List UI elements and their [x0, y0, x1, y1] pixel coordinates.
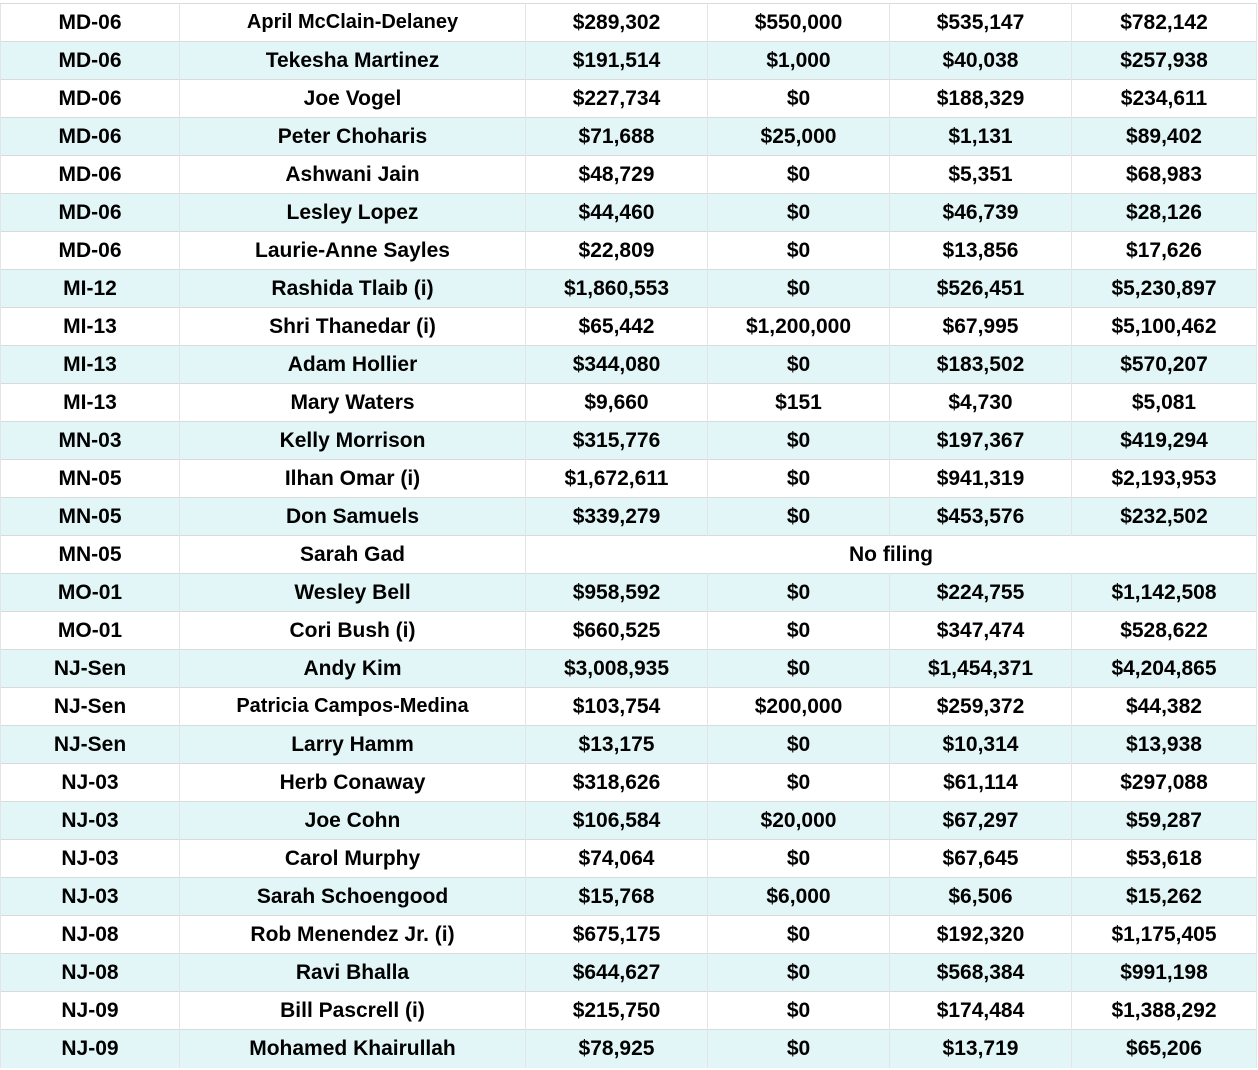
candidate-cell: Mohamed Khairullah	[180, 1030, 526, 1068]
district-cell: MO-01	[1, 574, 180, 612]
district-cell: NJ-09	[1, 992, 180, 1030]
district-cell: NJ-08	[1, 954, 180, 992]
spent-cell: $453,576	[890, 498, 1072, 536]
loans-cell: $0	[708, 1030, 890, 1068]
candidate-cell: April McClain-Delaney	[180, 4, 526, 42]
raised-cell: $289,302	[526, 4, 708, 42]
spent-cell: $941,319	[890, 460, 1072, 498]
candidate-cell: Shri Thanedar (i)	[180, 308, 526, 346]
candidate-cell: Joe Cohn	[180, 802, 526, 840]
raised-cell: $3,008,935	[526, 650, 708, 688]
district-cell: MN-05	[1, 460, 180, 498]
loans-cell: $0	[708, 764, 890, 802]
raised-cell: $344,080	[526, 346, 708, 384]
district-cell: NJ-Sen	[1, 650, 180, 688]
table-row	[1, 308, 1257, 346]
cash-cell: $782,142	[1072, 4, 1257, 42]
district-cell: MI-13	[1, 308, 180, 346]
table-row	[1, 422, 1257, 460]
table-row	[1, 650, 1257, 688]
district-cell: MI-13	[1, 346, 180, 384]
table-row	[1, 992, 1257, 1030]
candidate-cell: Patricia Campos-Medina	[180, 688, 526, 726]
raised-cell: $78,925	[526, 1030, 708, 1068]
district-cell: MD-06	[1, 118, 180, 156]
cash-cell: $1,388,292	[1072, 992, 1257, 1030]
raised-cell: $13,175	[526, 726, 708, 764]
cash-cell: $2,193,953	[1072, 460, 1257, 498]
raised-cell: $106,584	[526, 802, 708, 840]
table-row	[1, 688, 1257, 726]
candidate-cell: Don Samuels	[180, 498, 526, 536]
loans-cell: $0	[708, 232, 890, 270]
cash-cell: $5,081	[1072, 384, 1257, 422]
spent-cell: $347,474	[890, 612, 1072, 650]
cash-cell: $59,287	[1072, 802, 1257, 840]
table-row	[1, 916, 1257, 954]
loans-cell: $0	[708, 346, 890, 384]
loans-cell: $25,000	[708, 118, 890, 156]
cash-cell: $89,402	[1072, 118, 1257, 156]
loans-cell: $0	[708, 422, 890, 460]
cash-cell: $257,938	[1072, 42, 1257, 80]
loans-cell: $0	[708, 840, 890, 878]
raised-cell: $9,660	[526, 384, 708, 422]
cash-cell: $5,230,897	[1072, 270, 1257, 308]
district-cell: NJ-Sen	[1, 688, 180, 726]
fundraising-table	[0, 3, 1257, 1068]
candidate-cell: Sarah Schoengood	[180, 878, 526, 916]
district-cell: MD-06	[1, 4, 180, 42]
spent-cell: $5,351	[890, 156, 1072, 194]
spent-cell: $192,320	[890, 916, 1072, 954]
raised-cell: $44,460	[526, 194, 708, 232]
loans-cell: $0	[708, 650, 890, 688]
district-cell: NJ-09	[1, 1030, 180, 1068]
cash-cell: $232,502	[1072, 498, 1257, 536]
district-cell: MO-01	[1, 612, 180, 650]
candidate-cell: Ashwani Jain	[180, 156, 526, 194]
raised-cell: $22,809	[526, 232, 708, 270]
candidate-cell: Ravi Bhalla	[180, 954, 526, 992]
table-row	[1, 232, 1257, 270]
raised-cell: $318,626	[526, 764, 708, 802]
loans-cell: $151	[708, 384, 890, 422]
candidate-cell: Lesley Lopez	[180, 194, 526, 232]
table-row	[1, 346, 1257, 384]
spent-cell: $46,739	[890, 194, 1072, 232]
spent-cell: $188,329	[890, 80, 1072, 118]
candidate-cell: Cori Bush (i)	[180, 612, 526, 650]
cash-cell: $13,938	[1072, 726, 1257, 764]
cash-cell: $5,100,462	[1072, 308, 1257, 346]
spent-cell: $67,297	[890, 802, 1072, 840]
raised-cell: $958,592	[526, 574, 708, 612]
raised-cell: $71,688	[526, 118, 708, 156]
table-row	[1, 460, 1257, 498]
district-cell: MI-13	[1, 384, 180, 422]
loans-cell: $1,200,000	[708, 308, 890, 346]
table-row	[1, 612, 1257, 650]
loans-cell: $0	[708, 612, 890, 650]
raised-cell: $675,175	[526, 916, 708, 954]
cash-cell: $17,626	[1072, 232, 1257, 270]
candidate-cell: Laurie-Anne Sayles	[180, 232, 526, 270]
spent-cell: $197,367	[890, 422, 1072, 460]
candidate-cell: Peter Choharis	[180, 118, 526, 156]
cash-cell: $53,618	[1072, 840, 1257, 878]
table-row	[1, 536, 1257, 574]
spent-cell: $526,451	[890, 270, 1072, 308]
table-row	[1, 384, 1257, 422]
spent-cell: $1,131	[890, 118, 1072, 156]
no-filing-cell: No filing	[526, 536, 1257, 574]
table-row	[1, 156, 1257, 194]
loans-cell: $0	[708, 498, 890, 536]
table-row	[1, 726, 1257, 764]
district-cell: NJ-Sen	[1, 726, 180, 764]
loans-cell: $1,000	[708, 42, 890, 80]
candidate-cell: Herb Conaway	[180, 764, 526, 802]
spent-cell: $10,314	[890, 726, 1072, 764]
district-cell: NJ-08	[1, 916, 180, 954]
candidate-cell: Sarah Gad	[180, 536, 526, 574]
cash-cell: $1,175,405	[1072, 916, 1257, 954]
spent-cell: $13,856	[890, 232, 1072, 270]
district-cell: MN-05	[1, 498, 180, 536]
raised-cell: $644,627	[526, 954, 708, 992]
candidate-cell: Rashida Tlaib (i)	[180, 270, 526, 308]
table-row	[1, 4, 1257, 42]
cash-cell: $65,206	[1072, 1030, 1257, 1068]
candidate-cell: Wesley Bell	[180, 574, 526, 612]
table-row	[1, 764, 1257, 802]
loans-cell: $0	[708, 916, 890, 954]
spent-cell: $568,384	[890, 954, 1072, 992]
raised-cell: $74,064	[526, 840, 708, 878]
loans-cell: $200,000	[708, 688, 890, 726]
raised-cell: $103,754	[526, 688, 708, 726]
district-cell: MD-06	[1, 42, 180, 80]
cash-cell: $44,382	[1072, 688, 1257, 726]
candidate-cell: Larry Hamm	[180, 726, 526, 764]
loans-cell: $0	[708, 992, 890, 1030]
table-row	[1, 802, 1257, 840]
table-row	[1, 1030, 1257, 1068]
table-row	[1, 878, 1257, 916]
spent-cell: $4,730	[890, 384, 1072, 422]
candidate-cell: Mary Waters	[180, 384, 526, 422]
cash-cell: $991,198	[1072, 954, 1257, 992]
cash-cell: $68,983	[1072, 156, 1257, 194]
spent-cell: $61,114	[890, 764, 1072, 802]
loans-cell: $0	[708, 726, 890, 764]
loans-cell: $0	[708, 80, 890, 118]
loans-cell: $0	[708, 460, 890, 498]
cash-cell: $15,262	[1072, 878, 1257, 916]
table-row	[1, 118, 1257, 156]
candidate-cell: Joe Vogel	[180, 80, 526, 118]
spent-cell: $67,645	[890, 840, 1072, 878]
district-cell: MN-03	[1, 422, 180, 460]
candidate-cell: Bill Pascrell (i)	[180, 992, 526, 1030]
candidate-cell: Carol Murphy	[180, 840, 526, 878]
candidate-cell: Andy Kim	[180, 650, 526, 688]
raised-cell: $48,729	[526, 156, 708, 194]
candidate-cell: Tekesha Martinez	[180, 42, 526, 80]
spent-cell: $535,147	[890, 4, 1072, 42]
district-cell: MD-06	[1, 80, 180, 118]
raised-cell: $15,768	[526, 878, 708, 916]
raised-cell: $191,514	[526, 42, 708, 80]
district-cell: MN-05	[1, 536, 180, 574]
spent-cell: $224,755	[890, 574, 1072, 612]
candidate-cell: Adam Hollier	[180, 346, 526, 384]
cash-cell: $297,088	[1072, 764, 1257, 802]
cash-cell: $419,294	[1072, 422, 1257, 460]
raised-cell: $1,672,611	[526, 460, 708, 498]
spent-cell: $13,719	[890, 1030, 1072, 1068]
district-cell: MI-12	[1, 270, 180, 308]
cash-cell: $4,204,865	[1072, 650, 1257, 688]
table-row	[1, 498, 1257, 536]
loans-cell: $0	[708, 954, 890, 992]
loans-cell: $6,000	[708, 878, 890, 916]
loans-cell: $550,000	[708, 4, 890, 42]
district-cell: MD-06	[1, 232, 180, 270]
raised-cell: $65,442	[526, 308, 708, 346]
spent-cell: $67,995	[890, 308, 1072, 346]
cash-cell: $234,611	[1072, 80, 1257, 118]
table-row	[1, 80, 1257, 118]
table-body	[1, 4, 1257, 1068]
candidate-cell: Rob Menendez Jr. (i)	[180, 916, 526, 954]
table-row	[1, 574, 1257, 612]
raised-cell: $660,525	[526, 612, 708, 650]
raised-cell: $227,734	[526, 80, 708, 118]
loans-cell: $0	[708, 270, 890, 308]
spent-cell: $174,484	[890, 992, 1072, 1030]
raised-cell: $215,750	[526, 992, 708, 1030]
district-cell: MD-06	[1, 194, 180, 232]
table-row	[1, 840, 1257, 878]
district-cell: NJ-03	[1, 878, 180, 916]
table-row	[1, 270, 1257, 308]
table-row	[1, 42, 1257, 80]
district-cell: NJ-03	[1, 840, 180, 878]
loans-cell: $0	[708, 194, 890, 232]
candidate-cell: Kelly Morrison	[180, 422, 526, 460]
cash-cell: $528,622	[1072, 612, 1257, 650]
district-cell: MD-06	[1, 156, 180, 194]
spent-cell: $183,502	[890, 346, 1072, 384]
loans-cell: $0	[708, 156, 890, 194]
raised-cell: $315,776	[526, 422, 708, 460]
district-cell: NJ-03	[1, 764, 180, 802]
cash-cell: $1,142,508	[1072, 574, 1257, 612]
raised-cell: $339,279	[526, 498, 708, 536]
spent-cell: $6,506	[890, 878, 1072, 916]
cash-cell: $570,207	[1072, 346, 1257, 384]
candidate-cell: Ilhan Omar (i)	[180, 460, 526, 498]
loans-cell: $0	[708, 574, 890, 612]
table-row	[1, 194, 1257, 232]
cash-cell: $28,126	[1072, 194, 1257, 232]
spent-cell: $1,454,371	[890, 650, 1072, 688]
district-cell: NJ-03	[1, 802, 180, 840]
spent-cell: $259,372	[890, 688, 1072, 726]
raised-cell: $1,860,553	[526, 270, 708, 308]
loans-cell: $20,000	[708, 802, 890, 840]
table-row	[1, 954, 1257, 992]
spent-cell: $40,038	[890, 42, 1072, 80]
